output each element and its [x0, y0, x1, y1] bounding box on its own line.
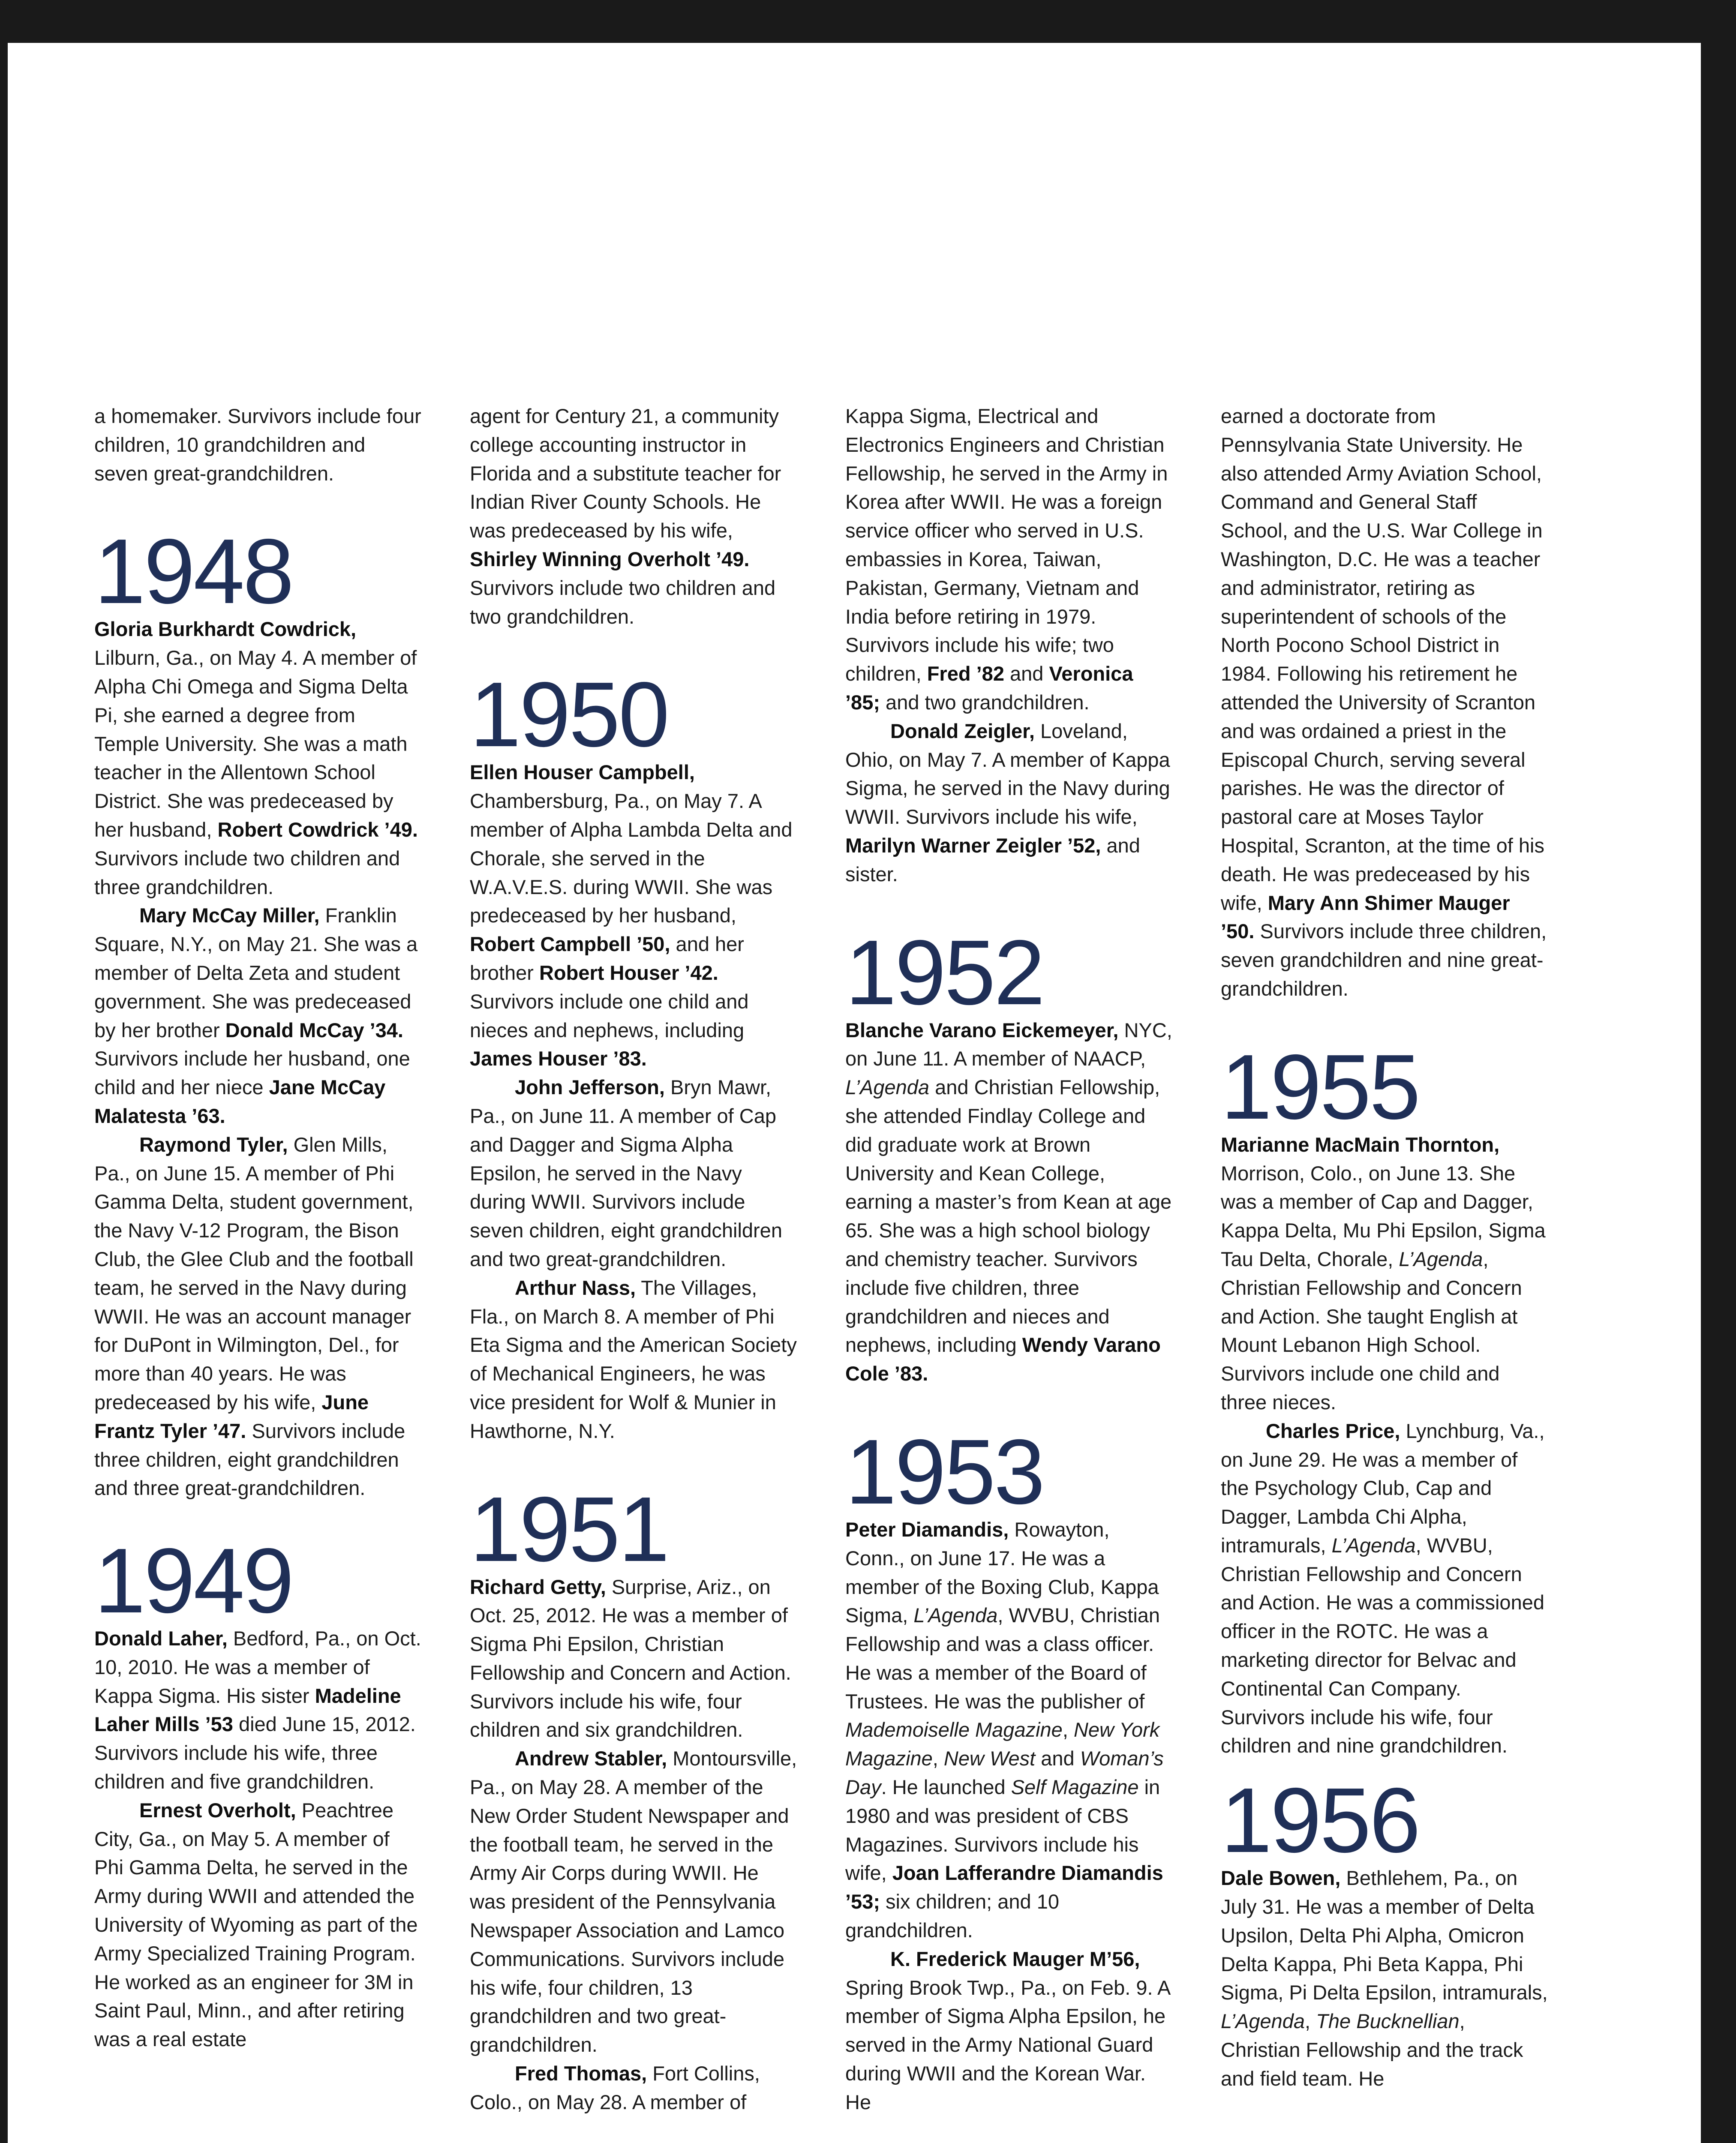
column-3: [845, 402, 1173, 2117]
obituary-entry: Dale Bowen, Bethlehem, Pa., on July 31. He was a member of Delta Upsilon, Delta Phi Alpha, Omicron Delta Kappa, Phi Beta Kappa, Phi Sigma, Pi Delta Epsilon, intramurals, L’Agenda, The Bucknellian, Christian Fellowship and the track and field team. He: [1221, 1867, 1548, 2090]
obituary-continued: a homemaker. Survivors include four children, 10 grandchildren and seven great-grandchildren.: [94, 405, 421, 485]
column-4: [1221, 402, 1549, 2093]
year-heading-1955: 1955: [1221, 1035, 1419, 1138]
obituary-entry: Gloria Burkhardt Cowdrick, Lilburn, Ga., on May 4. A member of Alpha Chi Omega and Sigma Delta Pi, she earned a degree from Temple University. She was a math teacher in the Allentown School District. She was predeceased by her husband, Robert Cowdrick ’49. Survivors include two children and three grandchildren.: [94, 618, 418, 898]
obituary-entry: John Jefferson, Bryn Mawr, Pa., on June 11. A member of Cap and Dagger and Sigma Alpha Epsilon, he served in the Navy during WWII. Survivors include seven children, eight grandchildren and two great-grandchildren.: [470, 1076, 782, 1270]
year-heading-1948: 1948: [94, 519, 293, 623]
obituary-continued: earned a doctorate from Pennsylvania State University. He also attended Army Aviation School, Command and General Staff School, and the U.S. War College in Washington, D.C. He was a teacher and administrator, retiring as superintendent of schools of the North Pocono School District in 1984. Following his retirement he attended the University of Scranton and was ordained a priest in the Episcopal Church, serving several parishes. He was the director of pastoral care at Moses Taylor Hospital, Scranton, at the time of his death. He was predeceased by his wife, Mary Ann Shimer Mauger ’50. Survivors include three children, seven grandchildren and nine great-grandchildren.: [1221, 405, 1547, 1000]
year-heading-1953: 1953: [845, 1420, 1044, 1523]
magazine-page: [8, 43, 1701, 2143]
obituary-entry: Mary McCay Miller, Franklin Square, N.Y., on May 21. She was a member of Delta Zeta and student government. She was predeceased by her brother Donald McCay ’34. Survivors include her husband, one child and her niece Jane McCay Malatesta ’63.: [94, 904, 418, 1127]
obituary-entry: K. Frederick Mauger M’56, Spring Brook Twp., Pa., on Feb. 9. A member of Sigma Alpha Epsilon, he served in the Army National Guard during WWII and the Korean War. He: [845, 1947, 1170, 2113]
obituary-entry: Arthur Nass, The Villages, Fla., on March 8. A member of Phi Eta Sigma and the American Society of Mechanical Engineers, he was vice president for Wolf & Munier in Hawthorne, N.Y.: [470, 1276, 797, 1442]
year-heading-1952: 1952: [845, 920, 1044, 1024]
obituary-entry: Ernest Overholt, Peachtree City, Ga., on May 5. A member of Phi Gamma Delta, he served in the Army during WWII and attended the University of Wyoming as part of the Army Specialized Training Program. He worked as an engineer for 3M in Saint Paul, Minn., and after retiring was a real estate: [94, 1798, 418, 2051]
obituary-entry: Donald Zeigler, Loveland, Ohio, on May 7. A member of Kappa Sigma, he served in the Navy during WWII. Survivors include his wife, Marilyn Warner Zeigler ’52, and sister.: [845, 719, 1170, 885]
obituary-entry: Andrew Stabler, Montoursville, Pa., on May 28. A member of the New Order Student Newspaper and the football team, he served in the Army Air Corps during WWII. He was president of the Pennsylvania Newspaper Association and Lamco Communications. Survivors include his wife, four children, 13 grandchildren and two great-grandchildren.: [470, 1747, 797, 2056]
year-heading-1949: 1949: [94, 1529, 293, 1633]
column-2: [470, 402, 798, 2117]
obituary-continued: Kappa Sigma, Electrical and Electronics Engineers and Christian Fellowship, he served in the Army in Korea after WWII. He was a foreign service officer who served in U.S. embassies in Korea, Taiwan, Pakistan, Germany, Vietnam and India before retiring in 1979. Survivors include his wife; two children, Fred ’82 and Veronica ’85; and two grandchildren.: [845, 405, 1168, 714]
obituary-entry: Ellen Houser Campbell, Chambersburg, Pa., on May 7. A member of Alpha Lambda Delta and Chorale, she served in the W.A.V.E.S. during WWII. She was predeceased by her husband, Robert Campbell ’50, and her brother Robert Houser ’42. Survivors include one child and nieces and nephews, including James Houser ’83.: [470, 761, 793, 1070]
year-heading-1956: 1956: [1221, 1768, 1419, 1872]
obituary-entry: Blanche Varano Eickemeyer, NYC, on June 11. A member of NAACP, L’Agenda and Christian Fellowship, she attended Findlay College and did graduate work at Brown University and Kean College, earning a master’s from Kean at age 65. She was a high school biology and chemistry teacher. Survivors include five children, three grandchildren and nieces and nephews, including Wendy Varano Cole ’83.: [845, 1018, 1172, 1385]
column-1: [94, 402, 422, 2054]
obituary-entry: Fred Thomas, Fort Collins, Colo., on May 28. A member of: [470, 2062, 760, 2113]
year-heading-1951: 1951: [470, 1477, 668, 1581]
obituary-entry: Charles Price, Lynchburg, Va., on June 29. He was a member of the Psychology Club, Cap and Dagger, Lambda Chi Alpha, intramurals, L’Agenda, WVBU, Christian Fellowship and Concern and Action. He was a commissioned officer in the ROTC. He was a marketing director for Belvac and Continental Can Company. Survivors include his wife, four children and nine grandchildren.: [1221, 1419, 1545, 1757]
obituary-entry: Raymond Tyler, Glen Mills, Pa., on June 15. A member of Phi Gamma Delta, student government, the Navy V-12 Program, the Bison Club, the Glee Club and the football team, he served in the Navy during WWII. He was an account manager for DuPont in Wilmington, Del., for more than 40 years. He was predeceased by his wife, June Frantz Tyler ’47. Survivors include three children, eight grandchildren and three great-grandchildren.: [94, 1133, 414, 1500]
year-heading-1950: 1950: [470, 663, 668, 766]
obituary-entry: Peter Diamandis, Rowayton, Conn., on June 17. He was a member of the Boxing Club, Kappa Sigma, L’Agenda, WVBU, Christian Fellowship and was a class officer. He was a member of the Board of Trustees. He was the publisher of Mademoiselle Magazine, New York Magazine, New West and Woman’s Day. He launched Self Magazine in 1980 and was president of CBS Magazines. Survivors include his wife, Joan Lafferandre Diamandis ’53; six children; and 10 grandchildren.: [845, 1518, 1164, 1942]
obituary-continued: agent for Century 21, a community college accounting instructor in Florida and a substitute teacher for Indian River County Schools. He was predeceased by his wife, Shirley Winning Overholt ’49. Survivors include two children and two grandchildren.: [470, 405, 781, 628]
obituary-entry: Richard Getty, Surprise, Ariz., on Oct. 25, 2012. He was a member of Sigma Phi Epsilon, Christian Fellowship and Concern and Action. Survivors include his wife, four children and six grandchildren.: [470, 1575, 791, 1741]
obituary-entry: Marianne MacMain Thornton, Morrison, Colo., on June 13. She was a member of Cap and Dagger, Kappa Delta, Mu Phi Epsilon, Sigma Tau Delta, Chorale, L’Agenda, Christian Fellowship and Concern and Action. She taught English at Mount Lebanon High School. Survivors include one child and three nieces.: [1221, 1133, 1546, 1414]
obituary-entry: Donald Laher, Bedford, Pa., on Oct. 10, 2010. He was a member of Kappa Sigma. His sister Madeline Laher Mills ’53 died June 15, 2012. Survivors include his wife, three children and five grandchildren.: [94, 1627, 421, 1793]
